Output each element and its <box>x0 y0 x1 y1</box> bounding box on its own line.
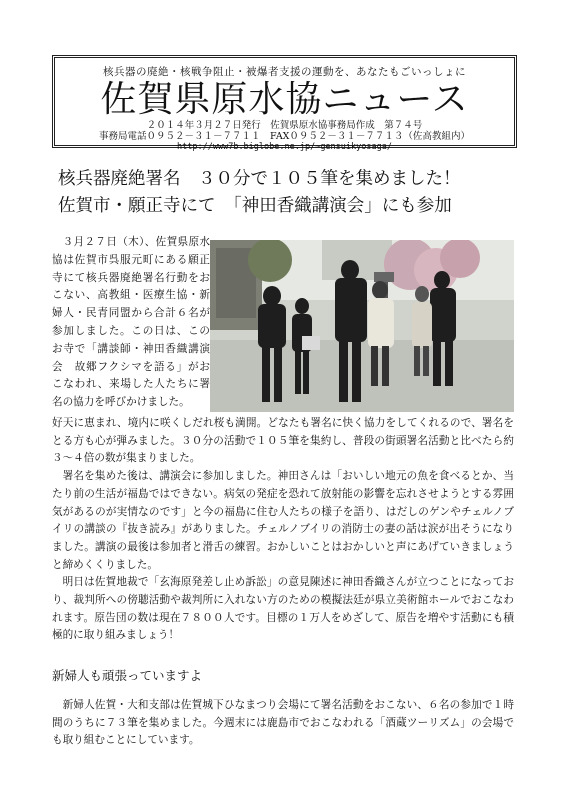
section-body: 新婦人佐賀・大和支部は佐賀城下ひなまつり会場にて署名活動をおこない、６名の参加で１時間のうちに７３筆を集めました。今週末には鹿島市でおこなわれる「酒蔵ツーリズム」の会場でも取り組むことにしています。 <box>52 699 514 747</box>
newsletter-title: 佐賀県原水協ニュース <box>100 79 469 120</box>
article-lead <box>52 234 210 412</box>
masthead <box>52 55 517 152</box>
issue-line: ２０１４年３月２７日発行 佐賀県原水協事務局作成 第７４号 <box>146 120 423 131</box>
headline-line-2: 佐賀市・願正寺にて 「神田香織講演会」にも参加 <box>58 196 452 216</box>
contact-line: 事務局電話０９５２－３１－７７１１ FAX０９５２－３１－７７１３（佐高教組内） <box>99 131 470 142</box>
headline-line-1: 核兵器廃絶署名 ３０分で１０５筆を集めました！ <box>58 169 461 189</box>
article-paragraph: 明日は佐賀地裁で「玄海原発差し止め訴訟」の意見陳述に神田香織さんが立つことになっており、裁判所への傍聴活動や裁判所に入れない方のための模擬法廷が県立美術館ホールでおこなわれます。原告団の数は現在７８００人です。目標の１万人をめざして、原告を増やす活動にも積極的に取り組みましょう！ <box>52 576 514 642</box>
article-paragraph: 好天に恵まれ、境内に咲くしだれ桜も満開。どなたも署名に快く協力をしてくれるので、署名をとる方も心が弾みました。３０分の活動で１０５筆を集約し、普段の街頭署名活動と比べたら約３～４倍の数が集まりました。 <box>52 417 514 465</box>
article-body <box>52 415 514 645</box>
lead-paragraph: ３月２７日（木）、佐賀県原水協は佐賀市呉服元町にある願正寺にて核兵器廃絶署名行動をおこない、高教組・医療生協・新婦人・民青同盟から合計６名が参加しました。この日は、このお寺で「講談師・神田香織講演会 故郷フクシマを語る」がおこなわれ、来場した人たちに署名の協力を呼びかけました。 <box>52 236 210 409</box>
website-url: http://www7b.biglobe.ne.jp/~gensuikyosaga/ <box>177 142 392 152</box>
event-photo <box>210 240 514 412</box>
section-heading: 新婦人も頑張っていますよ <box>52 668 203 683</box>
article-paragraph: 署名を集めた後は、講演会に参加しました。神田さんは「おいしい地元の魚を食べるとか、当たり前の生活が福島ではできない。病気の発症を恐れて放射能の影響を忘れさせようとする雰囲気があるのが実情なのです」と今の福島に住む人たちの様子を語り、はだしのゲンやチェルノブイリの講談の『抜き読み』がありました。チェルノブイリの消防士の妻の話は涙が出そうになりました。講演の最後は参加者と滑舌の練習。おかしいことはおかしいと声にあげていきましょうと締めくくりました。 <box>52 470 514 571</box>
masthead-tagline: 核兵器の廃絶・核戦争阻止・被爆者支援の運動を、あなたもごいっしょに <box>103 66 466 78</box>
event-photo-illustration <box>210 240 514 412</box>
